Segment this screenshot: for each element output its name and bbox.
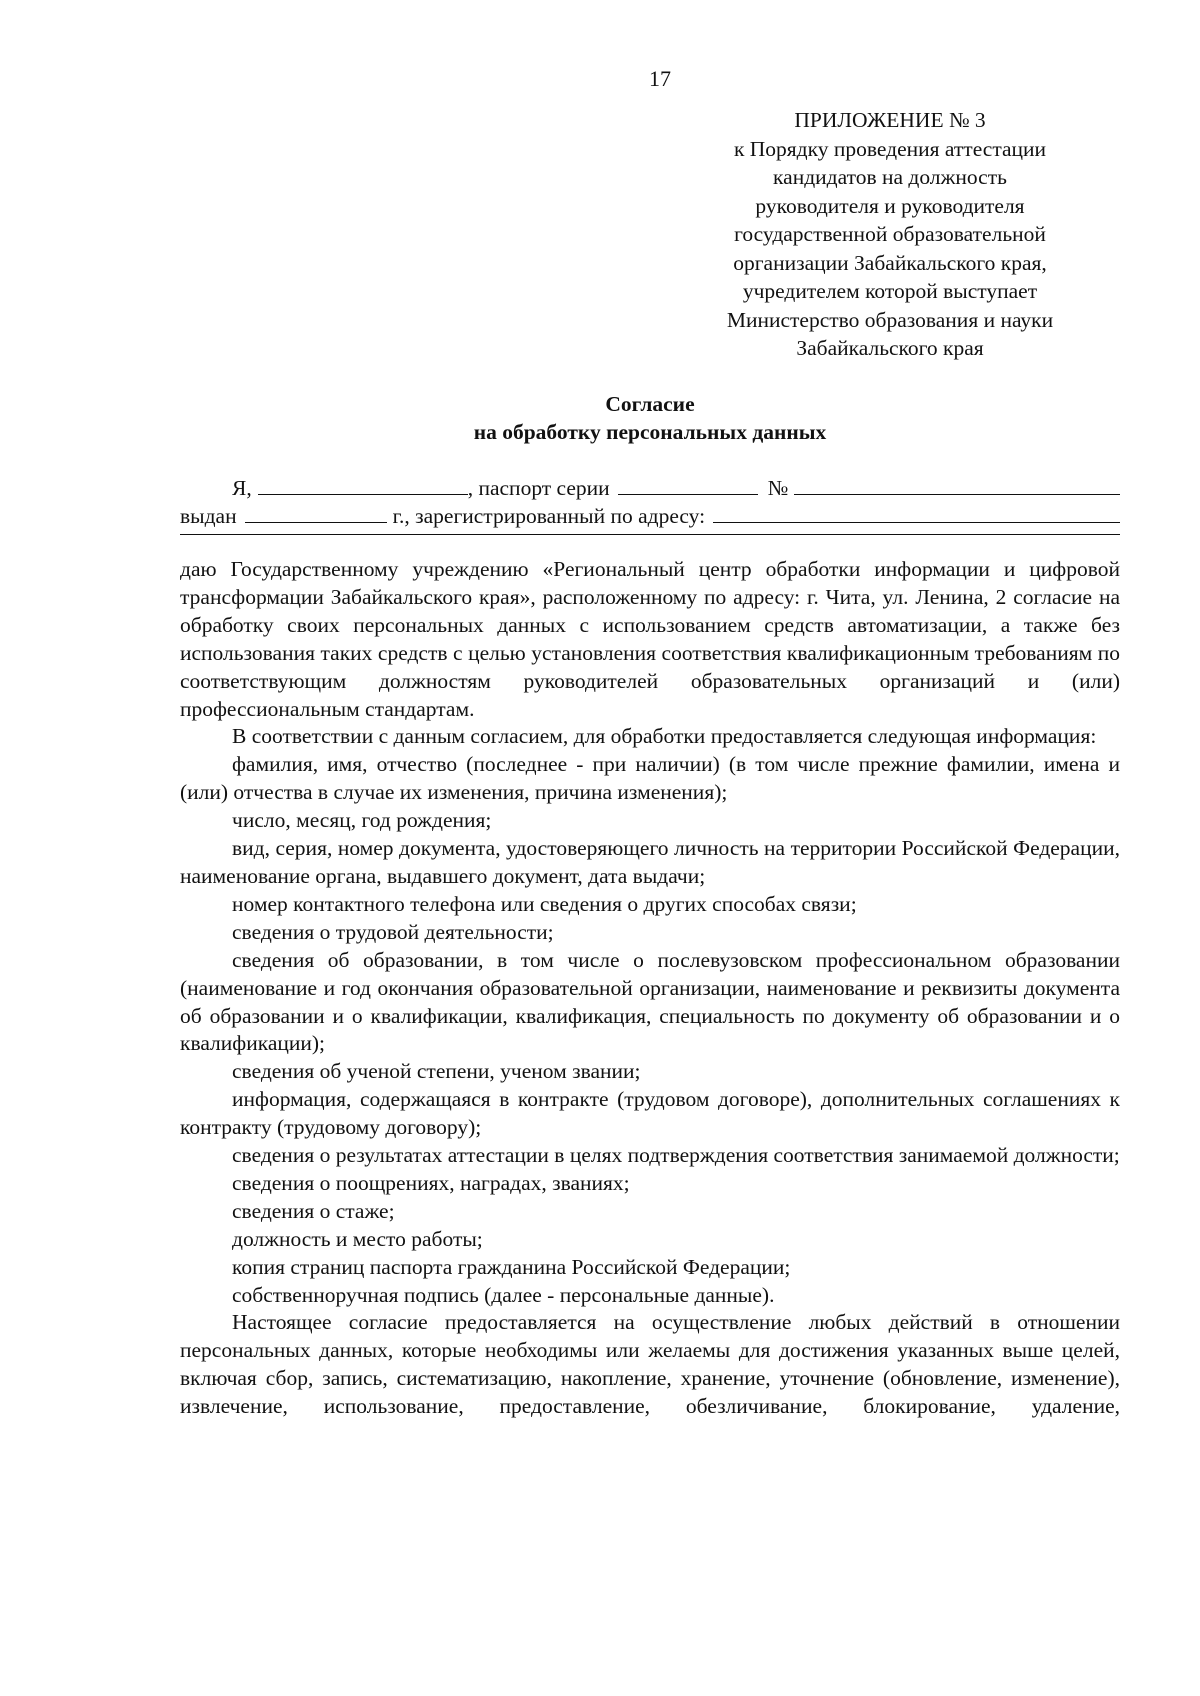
paragraph-info-intro: В соответствии с данным согласием, для обработки предоставляется следующая информация: [232, 724, 1097, 749]
address-field[interactable] [713, 502, 1120, 523]
list-item: сведения о трудовой деятельности; [232, 919, 554, 944]
list-item: номер контактного телефона или сведения о других способах связи; [232, 891, 857, 916]
passport-series-field[interactable] [618, 474, 758, 495]
passport-series-label: , паспорт серии [467, 476, 610, 500]
form-line-issued-address [180, 502, 1120, 530]
list-item: копия страниц паспорта гражданина Российской Федерации; [232, 1254, 791, 1279]
list-item: должность и место работы; [232, 1226, 483, 1251]
name-field[interactable] [258, 474, 468, 495]
address-field-continuation[interactable] [180, 534, 1120, 535]
list-item: информация, содержащаяся в контракте (трудовом договоре), дополнительных соглашениях к контракту (трудовому договору); [180, 1087, 1120, 1140]
appendix-line: Забайкальского края [796, 336, 984, 360]
list-item: сведения о стаже; [232, 1198, 395, 1223]
page-number: 17 [649, 66, 671, 91]
paragraph-recipient: даю Государственному учреждению «Региональный центр обработки информации и цифровой трансформации Забайкальского края», расположенному по адресу: г. Чита, ул. Ленина, 2 согласие на обработку своих персональных данных с использованием средств автоматизации, а также без использования таких средств с целью установления соответствия квалификационным требованиям по соответствующим должностям руководителей образовательных организаций и (или) профессиональным стандартам. [180, 557, 1120, 721]
i-prefix: Я, [232, 476, 252, 500]
appendix-header [680, 106, 1100, 363]
document-title [180, 390, 1120, 446]
appendix-line: Министерство образования и науки [726, 307, 1054, 332]
appendix-line: к Порядку проведения аттестации [733, 136, 1047, 161]
registered-label: г., зарегистрированный по адресу: [392, 504, 706, 528]
list-item: сведения о поощрениях, наградах, званиях; [232, 1170, 630, 1195]
appendix-line: руководителя и руководителя [755, 193, 1025, 218]
paragraph-consent-scope: Настоящее согласие предоставляется на осуществление любых действий в отношении персональных данных, которые необходимы или желаемы для достижения указанных выше целей, включая сбор, запись, систематизацию, накопление, хранение, уточнение (обновление, изменение), извлечение, использование, предоставление, обезличивание, блокирование, удаление, [180, 1310, 1120, 1419]
appendix-line: учредителем которой выступает [742, 279, 1038, 303]
form-line-name-passport [180, 474, 1120, 502]
issued-date-field[interactable] [245, 502, 387, 523]
list-item: сведения об образовании, в том числе о послевузовском профессиональном образовании (наименование и год окончания образовательной организации, наименование и реквизиты документа об образовании и о квалификации, квалификация, специальность по документу об образовании и о квалификации); [180, 947, 1120, 1056]
passport-number-field[interactable] [794, 474, 1120, 495]
list-item: фамилия, имя, отчество (последнее - при наличии) (в том числе прежние фамилии, имена и (или) отчества в случае их изменения, причина изменения); [180, 752, 1120, 805]
appendix-line: государственной образовательной [734, 222, 1046, 246]
title-line-2: на обработку персональных данных [473, 420, 827, 444]
title-line-1: Согласие [605, 392, 695, 416]
list-item: число, месяц, год рождения; [232, 808, 492, 833]
list-item: вид, серия, номер документа, удостоверяющего личность на территории Российской Федерации, наименование органа, выдавшего документ, дата выдачи; [180, 836, 1120, 888]
appendix-title: ПРИЛОЖЕНИЕ № 3 [794, 108, 986, 132]
appendix-line: кандидатов на должность [773, 165, 1007, 189]
list-item: сведения об ученой степени, ученом звании; [232, 1059, 641, 1084]
appendix-line: организации Забайкальского края, [733, 250, 1047, 275]
consent-body [180, 556, 1120, 1421]
consent-form [180, 474, 1120, 530]
number-label: № [767, 476, 789, 500]
issued-label: выдан [180, 504, 237, 528]
list-item: сведения о результатах аттестации в целях подтверждения соответствия занимаемой должности; [232, 1143, 1120, 1168]
list-item: собственноручная подпись (далее - персональные данные). [232, 1282, 775, 1307]
